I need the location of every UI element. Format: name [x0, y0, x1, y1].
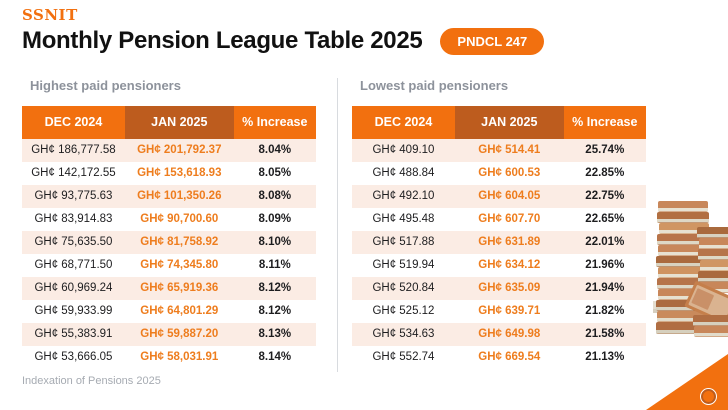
cell-inc: 8.12% [258, 305, 292, 317]
cell-inc: 21.13% [585, 351, 625, 363]
col-header-increase: % Increase [234, 106, 316, 139]
cell-dec: GH¢ 409.10 [372, 144, 435, 156]
cell-dec: GH¢ 93,775.63 [34, 190, 113, 202]
table-row [352, 208, 646, 231]
cell-inc: 22.85% [585, 167, 625, 179]
table-row [352, 346, 646, 369]
pension-table-lowest [352, 106, 646, 369]
col-header-jan-2025: JAN 2025 [125, 106, 234, 139]
cell-dec: GH¢ 60,969.24 [34, 282, 113, 294]
cell-dec: GH¢ 519.94 [372, 259, 435, 271]
pndcl-badge: PNDCL 247 [440, 28, 544, 55]
cell-inc: 8.11% [258, 259, 291, 271]
cell-jan: GH¢ 649.98 [478, 328, 541, 340]
cell-dec: GH¢ 53,666.05 [34, 351, 113, 363]
table-row [22, 139, 316, 162]
table-row [22, 185, 316, 208]
table-row [22, 208, 316, 231]
ssnit-seal-icon [700, 388, 717, 405]
table-row [22, 277, 316, 300]
highest-paid-section [22, 78, 316, 369]
cell-jan: GH¢ 635.09 [478, 282, 541, 294]
table-row [352, 277, 646, 300]
cell-dec: GH¢ 495.48 [372, 213, 435, 225]
table-body [22, 139, 316, 369]
cell-dec: GH¢ 142,172.55 [31, 167, 116, 179]
cell-dec: GH¢ 55,383.91 [34, 328, 113, 340]
table-row [352, 139, 646, 162]
table-row [22, 231, 316, 254]
footer-caption: Indexation of Pensions 2025 [22, 375, 161, 387]
title-row [22, 27, 544, 55]
table-row [352, 254, 646, 277]
lowest-paid-section [352, 78, 646, 369]
cell-dec: GH¢ 186,777.58 [31, 144, 116, 156]
table-row [352, 162, 646, 185]
cell-inc: 8.04% [258, 144, 292, 156]
cell-dec: GH¢ 517.88 [372, 236, 435, 248]
col-header-dec-2024: DEC 2024 [352, 106, 455, 139]
cell-dec: GH¢ 520.84 [372, 282, 435, 294]
table-row [22, 162, 316, 185]
table-row [22, 346, 316, 369]
table-row [22, 300, 316, 323]
cell-inc: 22.75% [585, 190, 625, 202]
cell-jan: GH¢ 74,345.80 [140, 259, 219, 271]
col-header-dec-2024: DEC 2024 [22, 106, 125, 139]
table-header [352, 106, 646, 139]
cell-jan: GH¢ 631.89 [478, 236, 541, 248]
cell-dec: GH¢ 75,635.50 [34, 236, 113, 248]
table-body [352, 139, 646, 369]
cell-jan: GH¢ 634.12 [478, 259, 541, 271]
cell-inc: 8.14% [258, 351, 292, 363]
cell-inc: 22.01% [585, 236, 625, 248]
cell-inc: 8.10% [258, 236, 292, 248]
cell-dec: GH¢ 534.63 [372, 328, 435, 340]
cell-jan: GH¢ 669.54 [478, 351, 541, 363]
section-label-lowest: Lowest paid pensioners [360, 78, 509, 93]
table-row [22, 254, 316, 277]
cell-inc: 8.08% [258, 190, 292, 202]
ssnit-logo: SSNIT [22, 6, 78, 24]
banknote-stacks-image [653, 183, 728, 343]
cell-jan: GH¢ 514.41 [478, 144, 541, 156]
cell-jan: GH¢ 101,350.26 [137, 190, 222, 202]
cell-inc: 21.82% [585, 305, 625, 317]
cell-inc: 8.12% [258, 282, 292, 294]
cell-jan: GH¢ 65,919.36 [140, 282, 219, 294]
cell-dec: GH¢ 525.12 [372, 305, 435, 317]
cell-jan: GH¢ 58,031.91 [140, 351, 219, 363]
col-header-jan-2025: JAN 2025 [455, 106, 564, 139]
col-header-increase: % Increase [564, 106, 646, 139]
cell-jan: GH¢ 201,792.37 [137, 144, 222, 156]
cell-jan: GH¢ 90,700.60 [140, 213, 219, 225]
cell-dec: GH¢ 59,933.99 [34, 305, 113, 317]
tables-divider [337, 78, 338, 372]
section-label-highest: Highest paid pensioners [30, 78, 181, 93]
cell-jan: GH¢ 600.53 [478, 167, 541, 179]
cell-jan: GH¢ 639.71 [478, 305, 541, 317]
table-row [352, 185, 646, 208]
table-row [352, 231, 646, 254]
cell-dec: GH¢ 68,771.50 [34, 259, 113, 271]
cell-inc: 8.13% [258, 328, 292, 340]
cell-inc: 25.74% [585, 144, 625, 156]
table-header [22, 106, 316, 139]
cell-jan: GH¢ 153,618.93 [137, 167, 222, 179]
cell-dec: GH¢ 83,914.83 [34, 213, 113, 225]
cell-jan: GH¢ 81,758.92 [140, 236, 219, 248]
corner-triangle [646, 354, 728, 410]
cell-inc: 22.65% [585, 213, 625, 225]
page-title: Monthly Pension League Table 2025 [22, 27, 423, 54]
cell-dec: GH¢ 488.84 [372, 167, 435, 179]
cell-dec: GH¢ 552.74 [372, 351, 435, 363]
cell-jan: GH¢ 59,887.20 [140, 328, 219, 340]
cell-inc: 8.05% [258, 167, 292, 179]
cell-inc: 21.96% [585, 259, 625, 271]
pension-table-highest [22, 106, 316, 369]
table-row [22, 323, 316, 346]
cell-jan: GH¢ 604.05 [478, 190, 541, 202]
cell-dec: GH¢ 492.10 [372, 190, 435, 202]
cell-jan: GH¢ 607.70 [478, 213, 541, 225]
cell-inc: 8.09% [258, 213, 292, 225]
table-row [352, 323, 646, 346]
cell-inc: 21.58% [585, 328, 625, 340]
cell-jan: GH¢ 64,801.29 [140, 305, 219, 317]
cell-inc: 21.94% [585, 282, 625, 294]
table-row [352, 300, 646, 323]
